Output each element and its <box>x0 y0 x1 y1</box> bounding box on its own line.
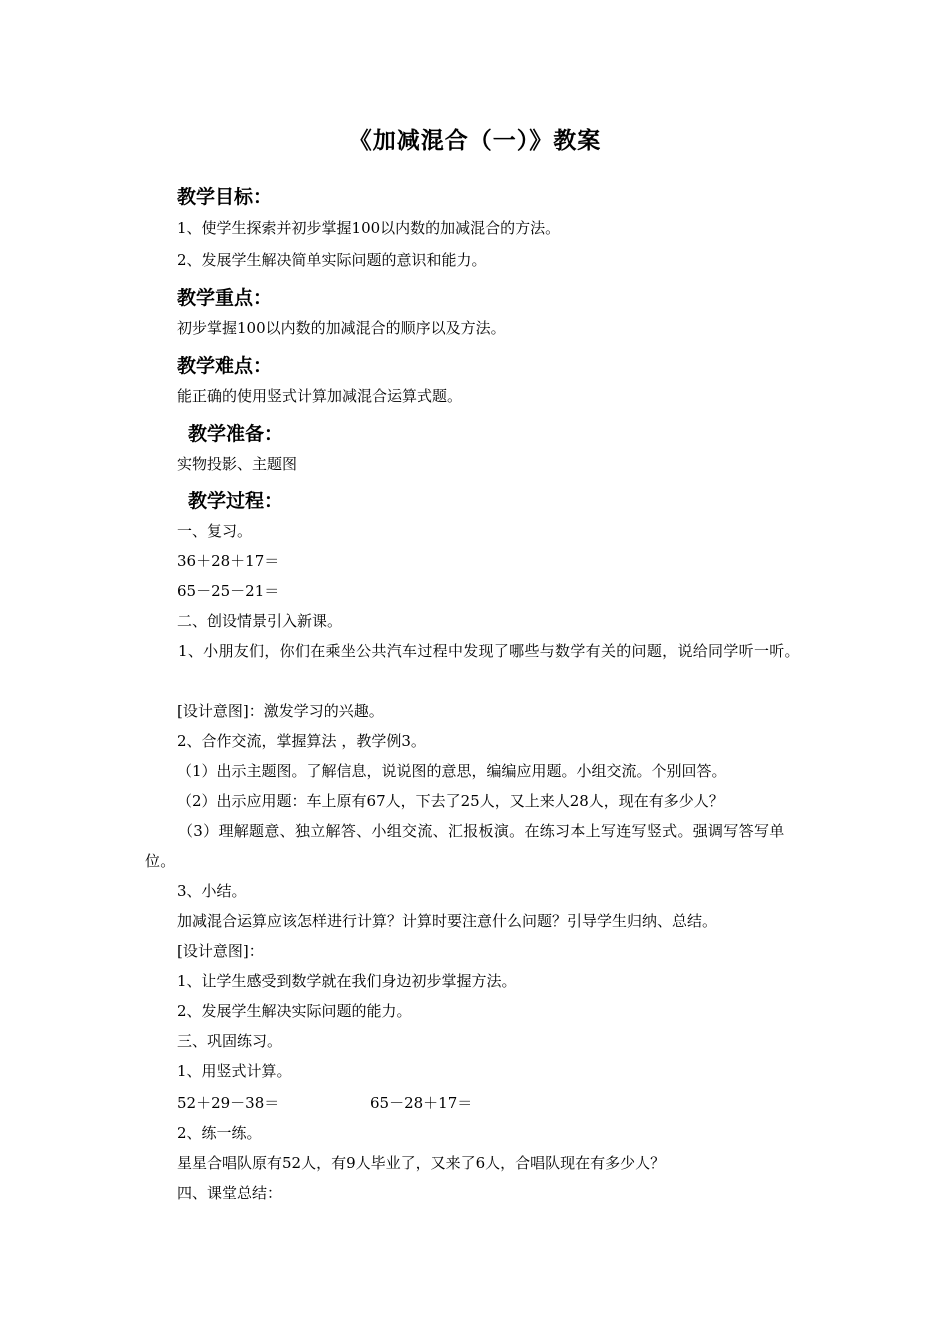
process-line: 2、练一练。 <box>177 1124 262 1142</box>
process-line: 1、让学生感受到数学就在我们身边初步掌握方法。 <box>177 972 517 990</box>
preparation-text: 实物投影、主题图 <box>177 455 298 473</box>
key-points-heading: 教学重点： <box>177 287 273 309</box>
difficulties-text: 能正确的使用竖式计算加减混合运算式题。 <box>177 387 463 405</box>
process-line: 1、用竖式计算。 <box>177 1062 292 1080</box>
process-line: （1）出示主题图。了解信息，说说图的意思，编编应用题。小组交流。个别回答。 <box>177 762 727 780</box>
objective-item: 1、使学生探索并初步掌握100以内数的加减混合的方法。 <box>177 219 561 237</box>
process-heading: 教学过程： <box>188 490 284 512</box>
process-line: 加减混合运算应该怎样进行计算？计算时要注意什么问题？引导学生归纳、总结。 <box>177 912 718 930</box>
key-points-text: 初步掌握100以内数的加减混合的顺序以及方法。 <box>177 319 506 337</box>
preparation-heading: 教学准备： <box>188 423 284 445</box>
exercise-expression: 65－28＋17＝ <box>370 1094 473 1112</box>
difficulties-heading: 教学难点： <box>177 355 273 377</box>
process-line: 3、小结。 <box>177 882 247 900</box>
process-line: 二、创设情景引入新课。 <box>177 612 343 630</box>
objective-item: 2、发展学生解决简单实际问题的意识和能力。 <box>177 251 487 269</box>
process-line: 三、巩固练习。 <box>177 1032 283 1050</box>
process-line: 一、复习。 <box>177 522 253 540</box>
process-line: （2）出示应用题：车上原有67人，下去了25人，又上来人28人，现在有多少人？ <box>177 792 724 810</box>
process-line: [设计意图]：激发学习的兴趣。 <box>177 702 384 720</box>
process-paragraph: （3）理解题意、独立解答、小组交流、汇报板演。在练习本上写连写竖式。强调写答写单位。 <box>145 822 785 870</box>
process-line: [设计意图]： <box>177 942 264 960</box>
process-line: 四、课堂总结： <box>177 1184 283 1202</box>
process-line: 星星合唱队原有52人，有9人毕业了，又来了6人，合唱队现在有多少人？ <box>177 1154 666 1172</box>
document-title: 《加减混合（一）》教案 <box>348 127 602 154</box>
process-line: 2、合作交流，掌握算法 ，教学例3。 <box>177 732 426 750</box>
process-line: 36＋28＋17＝ <box>177 552 280 570</box>
process-line: 2、发展学生解决实际问题的能力。 <box>177 1002 412 1020</box>
exercise-expression: 52＋29－38＝ <box>177 1094 280 1112</box>
objectives-heading: 教学目标： <box>177 186 273 208</box>
process-line: 65－25－21＝ <box>177 582 280 600</box>
process-paragraph: 1、小朋友们，你们在乘坐公共汽车过程中发现了哪些与数学有关的问题，说给同学听一听。 <box>178 642 800 660</box>
